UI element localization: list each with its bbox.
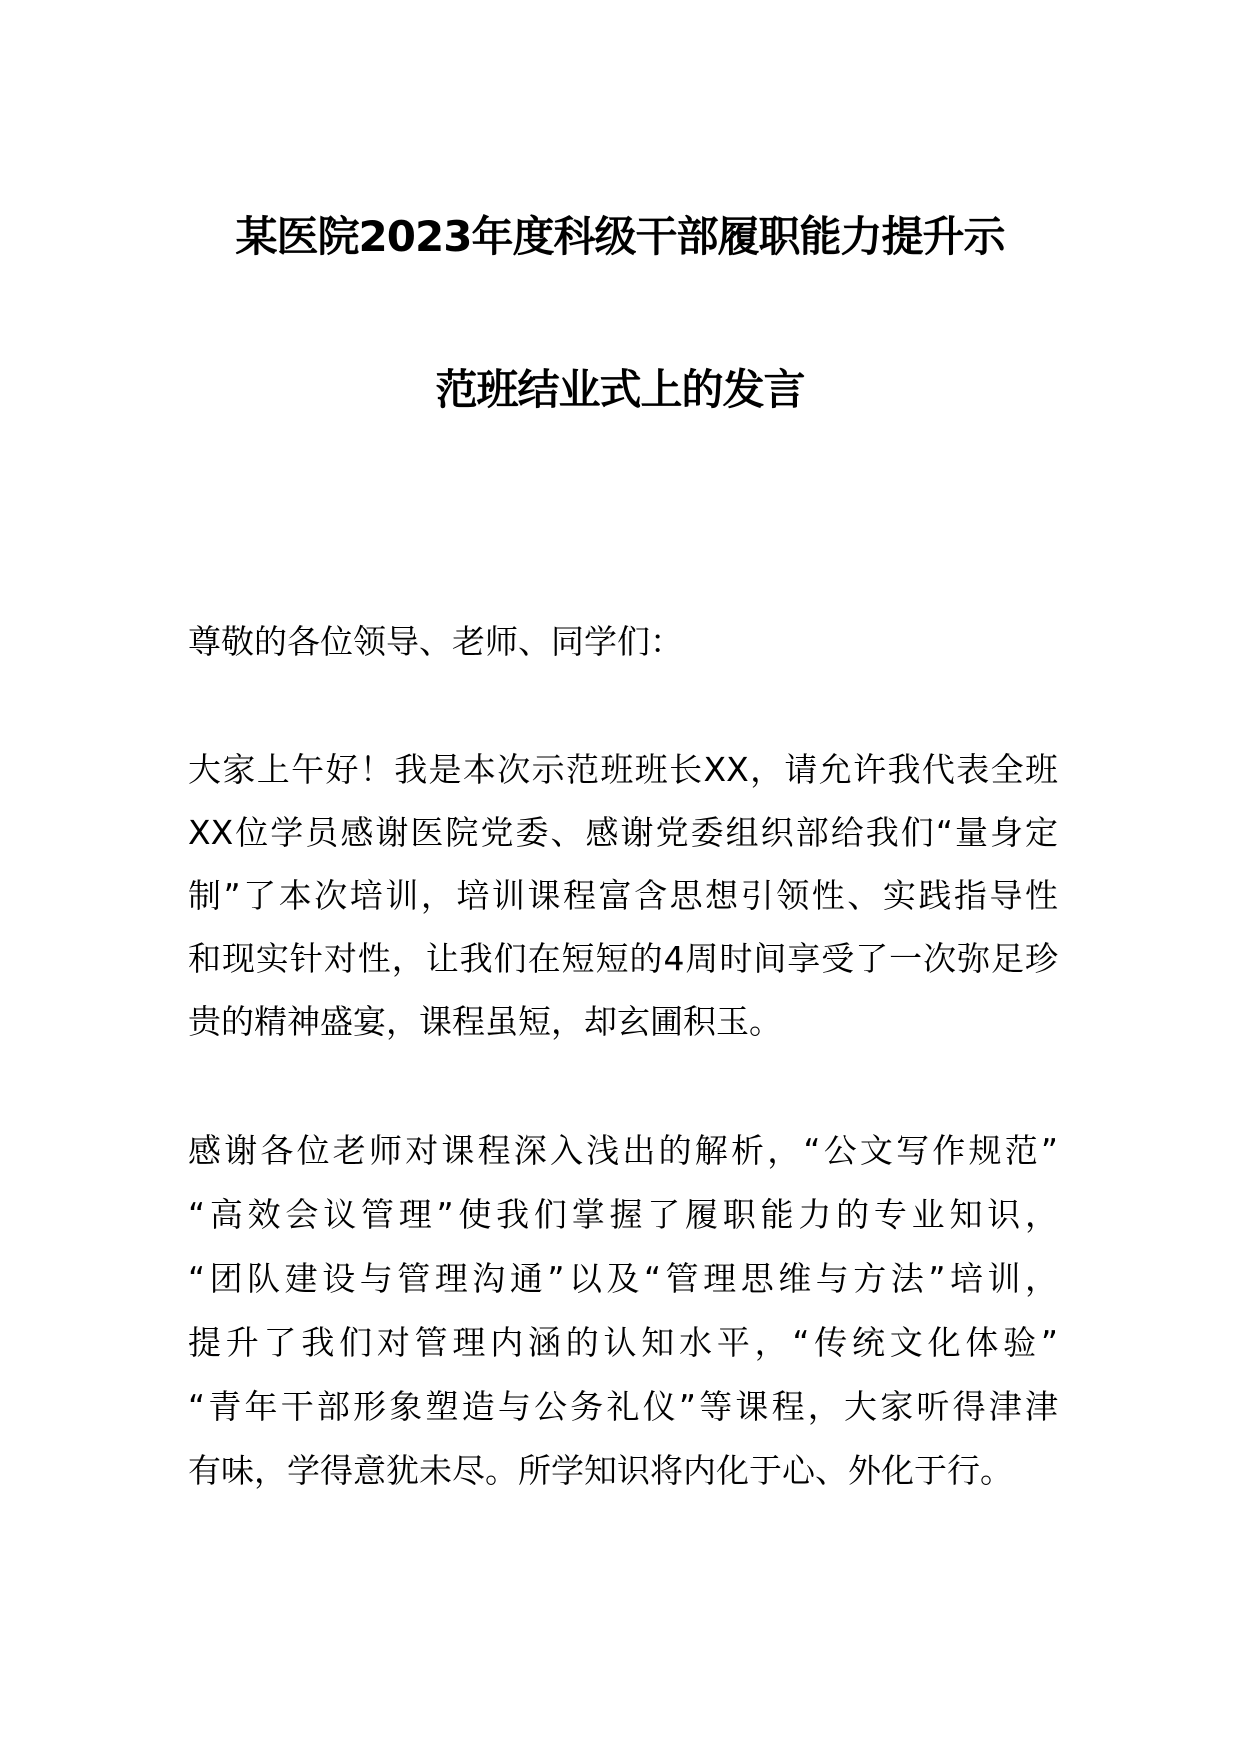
paragraph-2-line-4: 提升了我们对管理内涵的认知水平，“传统文化体验” xyxy=(188,1323,1058,1362)
paragraph-2-line-5: “青年干部形象塑造与公务礼仪”等课程，大家听得津津 xyxy=(188,1387,1058,1426)
paragraph-1-line-5: 贵的精神盛宴，课程虽短，却玄圃积玉。 xyxy=(188,1002,782,1041)
paragraph-1-line-4: 和现实针对性，让我们在短短的4周时间享受了一次弥足珍 xyxy=(188,939,1058,978)
document-title-line-1: 某医院2023年度科级干部履职能力提升示 xyxy=(235,212,1005,261)
paragraph-1-line-1: 大家上午好！我是本次示范班班长XX，请允许我代表全班 xyxy=(188,750,1058,789)
paragraph-1-line-3: 制”了本次培训，培训课程富含思想引领性、实践指导性 xyxy=(188,876,1058,915)
paragraph-2-line-6: 有味，学得意犹未尽。所学知识将内化于心、外化于行。 xyxy=(188,1451,1013,1490)
paragraph-2-line-3: “团队建设与管理沟通”以及“管理思维与方法”培训， xyxy=(188,1259,1058,1298)
paragraph-2-line-1: 感谢各位老师对课程深入浅出的解析，“公文写作规范” xyxy=(188,1131,1058,1170)
document-title-line-2: 范班结业式上的发言 xyxy=(435,365,805,414)
paragraph-2-line-2: “高效会议管理”使我们掌握了履职能力的专业知识， xyxy=(188,1195,1058,1234)
paragraph-1-line-2: XX位学员感谢医院党委、感谢党委组织部给我们“量身定 xyxy=(188,813,1058,852)
salutation: 尊敬的各位领导、老师、同学们： xyxy=(188,622,683,661)
